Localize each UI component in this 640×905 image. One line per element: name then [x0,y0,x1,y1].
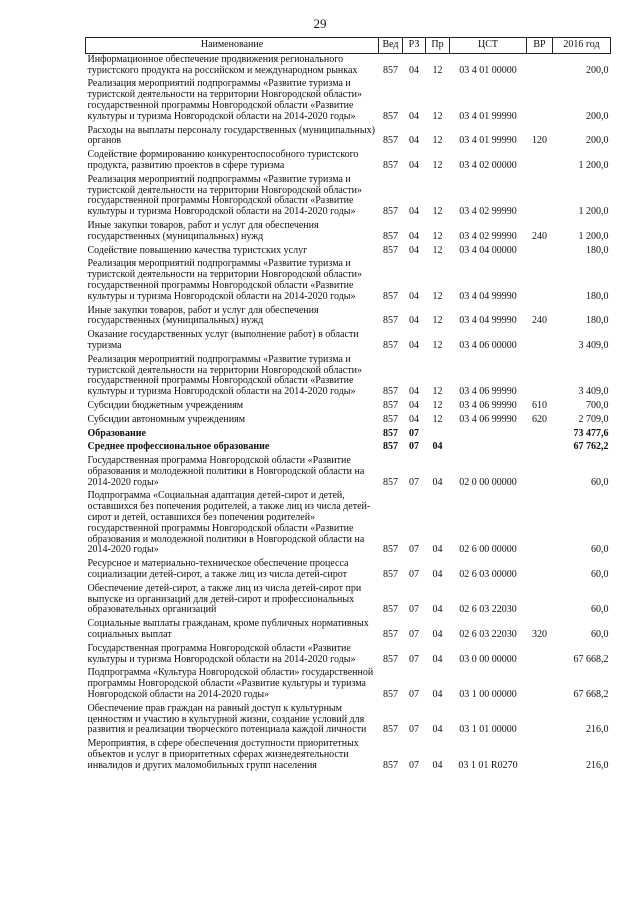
cell-cst: 03 4 02 99990 [459,206,517,218]
table-header [86,38,611,54]
cell-amount: 3 409,0 [578,339,609,351]
page-number: 29 [313,16,327,31]
cell-cst: 02 6 03 00000 [459,569,517,581]
cell-cst: 03 4 02 99990 [459,230,517,242]
cell-ved: 857 [383,689,398,701]
cell-pr: 12 [432,399,443,411]
cell-rz: 07 [409,476,419,488]
table-row [86,258,611,304]
cell-name: Расходы на выплаты персоналу государственных (муниципальных) органов [87,124,375,147]
cell-vr [527,53,553,78]
cell-ved: 857 [383,244,398,256]
cell-pr: 12 [432,386,443,398]
cell-ved: 857 [383,159,398,171]
cell-rz: 04 [409,290,419,302]
budget-table [85,37,611,774]
cell-vr [527,490,553,558]
cell-vr [527,558,553,583]
header-year: 2016 год [553,38,611,54]
cell-rz: 07 [409,544,419,556]
cell-amount: 1 200,0 [578,206,609,218]
cell-amount: 180,0 [586,290,609,302]
cell-amount: 60,0 [591,544,609,556]
table-row [86,78,611,124]
cell-amount: 1 200,0 [578,159,609,171]
cell-cst: 03 1 00 00000 [459,689,517,701]
cell-pr: 04 [432,653,443,665]
cell-amount: 67 762,2 [573,441,609,453]
cell-vr [527,78,553,124]
cell-amount: 3 409,0 [578,386,609,398]
cell-pr: 04 [432,629,443,641]
table-row [86,53,611,78]
cell-vr: 240 [532,230,547,242]
cell-ved: 857 [383,206,398,218]
cell-vr: 240 [532,315,547,327]
cell-vr [527,329,553,354]
cell-pr: 04 [432,689,443,701]
cell-ved: 857 [383,653,398,665]
cell-rz: 07 [409,653,419,665]
cell-ved: 857 [383,604,398,616]
cell-pr: 12 [432,206,443,218]
cell-pr: 04 [432,476,443,488]
cell-name: Субсидии автономным учреждениям [87,413,246,425]
cell-cst: 03 4 06 99990 [459,399,517,411]
cell-name: Ресурсное и материально-техническое обеспечение процесса социализации детей-сирот, а также лиц из числа детей-сирот [87,558,349,581]
cell-cst: 03 4 06 99990 [459,386,517,398]
cell-vr [527,149,553,174]
cell-pr: 12 [432,244,443,256]
cell-vr [527,703,553,738]
cell-vr [527,583,553,618]
table-row [86,643,611,668]
cell-cst: 03 4 04 99990 [459,290,517,302]
cell-name: Содействие формированию конкурентоспособного туристского продукта, развитию проектов в сфере туризма [87,149,359,171]
cell-name: Реализация мероприятий подпрограммы «Развитие туризма и туристской деятельности на территории Новгородской области» государственной программы Новгородской области «Развитие культуры и туризма Новгородской области на 2014-2020 годы» [87,78,362,122]
cell-ved: 857 [383,724,398,736]
cell-amount: 216,0 [586,759,609,771]
cell-pr: 12 [432,64,443,76]
cell-cst: 03 4 01 99990 [459,135,517,147]
cell-ved: 857 [383,290,398,302]
cell-rz: 07 [409,569,419,581]
cell-name: Обеспечение детей-сирот, а также лиц из числа детей-сирот при выпуске из организаций для детей-сирот и профессиональных образовательных организаций [87,582,362,616]
cell-rz: 04 [409,339,419,351]
cell-cst: 03 0 00 00000 [459,653,517,665]
cell-cst: 02 6 00 00000 [459,544,517,556]
cell-pr: 12 [432,413,443,425]
cell-vr [527,455,553,490]
cell-pr: 04 [432,604,443,616]
cell-name: Реализация мероприятий подпрограммы «Развитие туризма и туристской деятельности на территории Новгородской области» государственной программы Новгородской области «Развитие культуры и туризма Новгородской области на 2014-2020 годы» [87,353,362,398]
cell-rz: 04 [409,110,419,122]
cell-rz: 07 [409,441,419,453]
cell-ved: 857 [383,230,398,242]
cell-cst: 02 6 03 22030 [459,604,517,616]
cell-amount: 180,0 [586,244,609,256]
cell-name: Иные закупки товаров, работ и услуг для обеспечения государственных (муниципальных) нужд [87,304,319,327]
table-body [86,53,611,773]
cell-name: Государственная программа Новгородской области «Развитие культуры и туризма Новгородской области на 2014-2020 годы» [87,642,356,665]
cell-pr [426,428,450,442]
table-row [86,667,611,702]
cell-amount: 2 709,0 [578,413,609,425]
table-row [86,245,611,259]
cell-amount: 73 477,6 [573,427,609,439]
cell-vr [527,258,553,304]
cell-ved: 857 [383,135,398,147]
cell-amount: 67 668,2 [573,653,609,665]
cell-rz: 07 [409,689,419,701]
cell-rz: 07 [409,759,419,771]
cell-rz: 04 [409,64,419,76]
cell-rz: 04 [409,230,419,242]
cell-amount: 60,0 [591,629,609,641]
table-row [86,490,611,558]
table-row [86,703,611,738]
cell-vr [527,667,553,702]
cell-name: Подпрограмма «Социальная адаптация детей-сирот и детей, оставшихся без попечения родителей, а также лиц из числа детей-сирот и детей, оставшихся без попечения родителей» государственной программы Новгородской области «Развитие образования и молодежной политики в Новгородской области на 2014-2020 годы» [87,490,371,556]
cell-name: Образование [87,427,146,439]
cell-rz: 04 [409,399,419,411]
cell-amount: 60,0 [591,476,609,488]
cell-ved: 857 [383,441,398,453]
table-row [86,414,611,428]
cell-pr: 04 [432,759,443,771]
cell-amount: 60,0 [591,569,609,581]
cell-rz: 04 [409,386,419,398]
cell-ved: 857 [383,339,398,351]
cell-ved: 857 [383,413,398,425]
cell-rz: 04 [409,244,419,256]
table-row [86,354,611,400]
cell-rz: 07 [409,427,419,439]
cell-cst: 03 4 01 99990 [459,110,517,122]
cell-amount: 200,0 [586,110,609,122]
cell-cst: 03 4 01 00000 [459,64,517,76]
cell-pr: 12 [432,315,443,327]
cell-amount: 67 668,2 [573,689,609,701]
cell-name: Среднее профессиональное образование [87,441,270,453]
cell-vr: 610 [532,399,547,411]
cell-vr: 620 [532,413,547,425]
cell-ved: 857 [383,64,398,76]
cell-vr [527,643,553,668]
budget-table-container [85,37,610,774]
cell-cst [450,441,527,455]
cell-pr: 12 [432,339,443,351]
header-name: Наименование [86,38,379,54]
cell-amount: 200,0 [586,64,609,76]
cell-ved: 857 [383,544,398,556]
cell-vr [527,354,553,400]
cell-amount: 1 200,0 [578,230,609,242]
cell-vr [527,738,553,773]
cell-name: Содействие повышению качества туристских услуг [87,244,308,256]
cell-rz: 04 [409,206,419,218]
cell-cst: 03 4 04 00000 [459,244,517,256]
cell-name: Реализация мероприятий подпрограммы «Развитие туризма и туристской деятельности на территории Новгородской области» государственной программы Новгородской области «Развитие культуры и туризма Новгородской области на 2014-2020 годы» [87,258,362,302]
cell-vr: 120 [532,135,547,147]
cell-vr [527,245,553,259]
cell-ved: 857 [383,110,398,122]
cell-ved: 857 [383,399,398,411]
table-row [86,149,611,174]
cell-pr: 12 [432,159,443,171]
cell-vr [527,441,553,455]
cell-pr: 04 [432,724,443,736]
table-row [86,125,611,150]
cell-ved: 857 [383,476,398,488]
cell-ved: 857 [383,629,398,641]
cell-rz: 04 [409,159,419,171]
cell-cst: 03 4 06 99990 [459,413,517,425]
table-row [86,305,611,330]
cell-ved: 857 [383,427,398,439]
cell-rz: 04 [409,315,419,327]
table-row [86,583,611,618]
table-row [86,558,611,583]
table-row [86,618,611,643]
cell-cst: 03 4 06 00000 [459,339,517,351]
cell-cst: 03 4 02 00000 [459,159,517,171]
table-row [86,174,611,220]
cell-name: Социальные выплаты гражданам, кроме публичных нормативных социальных выплат [87,618,369,641]
cell-amount: 700,0 [586,399,609,411]
cell-cst: 02 6 03 22030 [459,629,517,641]
cell-pr: 04 [432,441,443,453]
cell-name: Информационное обеспечение продвижения регионального туристского продукта на российском и международном рынках [87,53,358,76]
cell-ved: 857 [383,315,398,327]
cell-pr: 12 [432,135,443,147]
cell-vr [527,428,553,442]
cell-amount: 200,0 [586,135,609,147]
cell-pr: 12 [432,290,443,302]
cell-pr: 04 [432,544,443,556]
cell-ved: 857 [383,569,398,581]
cell-name: Обеспечение прав граждан на равный доступ к культурным ценностям и участию в культурной жизни, создание условий для развития и реализации творческого потенциала каждой личности [87,702,367,736]
header-rz: РЗ [403,38,426,54]
header-vr: ВР [527,38,553,54]
cell-amount: 180,0 [586,315,609,327]
table-row [86,428,611,442]
cell-name: Субсидии бюджетным учреждениям [87,399,244,411]
cell-name: Мероприятия, в сфере обеспечения доступности приоритетных объектов и услуг в приоритетных сферах жизнедеятельности инвалидов и других маломобильных групп населения [87,738,359,771]
cell-cst: 03 4 04 99990 [459,315,517,327]
table-row [86,738,611,773]
header-ved: Вед [379,38,403,54]
cell-name: Оказание государственных услуг (выполнение работ) в области туризма [87,329,359,351]
header-cst: ЦСТ [450,38,527,54]
cell-cst: 03 1 01 00000 [459,724,517,736]
table-row [86,455,611,490]
cell-rz: 04 [409,413,419,425]
cell-vr [527,174,553,220]
cell-cst: 03 1 01 R0270 [458,759,518,771]
header-pr: Пр [426,38,450,54]
table-row [86,441,611,455]
cell-amount: 60,0 [591,604,609,616]
cell-pr: 12 [432,230,443,242]
cell-cst [450,428,527,442]
cell-vr: 320 [532,629,547,641]
cell-amount: 216,0 [586,724,609,736]
cell-name: Подпрограмма «Культура Новгородской области» государственной программы Новгородской области «Развитие культуры и туризма Новгородской области на 2014-2020 годы» [87,667,374,701]
cell-rz: 07 [409,604,419,616]
cell-pr: 12 [432,110,443,122]
cell-cst: 02 0 00 00000 [459,476,517,488]
cell-name: Иные закупки товаров, работ и услуг для обеспечения государственных (муниципальных) нужд [87,219,319,242]
table-row [86,329,611,354]
cell-pr: 04 [432,569,443,581]
cell-rz: 07 [409,629,419,641]
cell-ved: 857 [383,386,398,398]
table-row [86,400,611,414]
cell-ved: 857 [383,759,398,771]
cell-rz: 04 [409,135,419,147]
table-row [86,220,611,245]
cell-rz: 07 [409,724,419,736]
cell-name: Государственная программа Новгородской области «Развитие образования и молодежной политики в Новгородской области на 2014-2020 годы» [87,455,365,488]
cell-name: Реализация мероприятий подпрограммы «Развитие туризма и туристской деятельности на территории Новгородской области» государственной программы Новгородской области «Развитие культуры и туризма Новгородской области на 2014-2020 годы» [87,173,362,218]
